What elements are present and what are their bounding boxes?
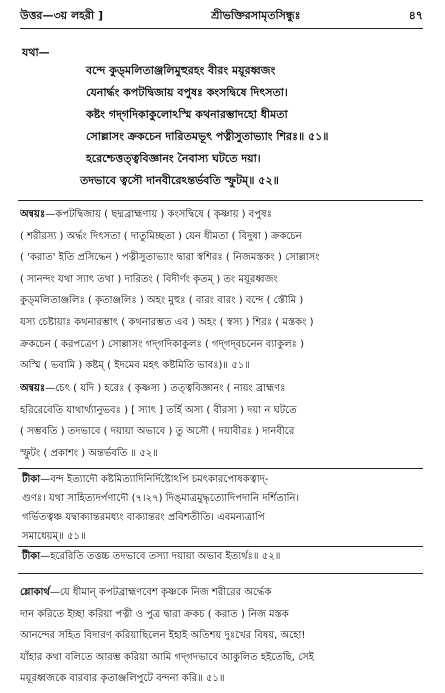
verse-line: বন্দে কুড্‌মলিতাঞ্জলিমুহুরহং বীরং ময়ূরধ্বজং [86,64,276,77]
verse-line: কষ্টং গদ্‌গদিকাকুলোঽস্মি কথনারম্ভাদহো ধীমতা [86,108,288,121]
anvaya-line: কুড্‌মলিতাঞ্জলিঃ ( কৃতাঞ্জলিঃ ) অহং মুহুঃ ( বারং বারং ) বন্দে ( স্তৌমি ) [20,295,304,307]
header-title: শ্রীভক্তিরসামৃতসিন্ধুঃ [211,8,301,22]
tika2-text: —হরেরিতি তত্তচ্চ তদভাবে তস্যা দয়ায়া অভাব ইত্যর্থঃ॥ ৫২॥ [40,551,281,562]
running-header [20,6,423,26]
shlokartha-line: দান করিতে ইচ্ছা করিয়া পত্নী ও পুত্র দ্বারা ক্রকচ ( করাত ) নিজ মস্তক [20,608,289,620]
anvaya-line: ( 'করাত' ইতি প্রসিদ্ধেন ) পত্নীসুতাভ্যাং দ্বারা স্বশিরঃ ( নিজমস্তকং ) সোল্লাসং [20,252,320,264]
shlokartha-line: ময়ূরধ্বজকে বারবার কৃতাঞ্জলিপুটে বন্দনা করি॥ ৫১॥ [20,673,225,685]
tika-box [18,468,423,574]
shlokartha-line: আনন্দের সহিত বিদারণ করিয়াছিলেন ইহাই অতিশয় দুঃখের বিষয়, অহো! [20,630,306,642]
verse-line: সোল্লাসং ক্রকচেন দারিতমভূৎ পত্নীসুতাভ্যাং শিরঃ॥ ৫১॥ [86,130,329,143]
shlokartha-51 [20,582,425,690]
header-rule [20,28,423,29]
page-number: ৪৭ [408,8,423,22]
anvaya-line: —কপটদ্বিজায় ( ছদ্মব্রাহ্মণায় ) কংসদ্বিষে ( কৃষ্ণায় ) বপুষঃ [45,209,272,220]
verse-line: হরেশ্চেত্তত্ত্ববিজ্ঞানং নৈবাস্য ঘটতে দয়া। [86,152,261,165]
anvaya-line: ( শরীরস্য ) অর্দ্ধং দিৎসতা ( দাতুমিচ্ছতা ) যেন ধীমতা ( বিদুষা ) ক্রকচেন [20,230,302,242]
anvaya-line: যস্য চেষ্টায়াঃ কথনারম্ভাৎ ( কথনারম্ভত এব ) অহং ( স্বস্য ) শিরঃ ( মস্তকং ) [20,316,314,328]
anvaya-line: অস্মি ( ভবামি ) কষ্টম্ ( ইদমেব মহৎ কষ্টমিতি ভাবঃ)॥ ৫১॥ [20,360,250,372]
shlokartha-label: শ্লোকার্থ [20,587,50,598]
anvaya-line: ( সম্ভবতি ) তদভাবে ( দয়ায়া অভাবে ) তু অসৌ ( দয়াবীরঃ ) দানবীরে [20,426,295,438]
anvaya-label: অন্বয়ঃ [20,209,46,220]
verse-line: তদভাবে ত্বসৌ দানবীরেঽন্তর্ভবতি স্ফুটম্॥ ৫২॥ [80,174,279,187]
header-chapter: উত্তর—৩য় লহরী ] [20,8,103,22]
anvaya-line: হরিরেবেতি যাথার্থ্যানুভবঃ ) [ স্যাৎ ] তর্হি অস্য ( বীরস্য ) দয়া ন ঘটতে [20,404,297,416]
anvaya-51 [20,204,425,377]
anvaya-line: স্ফুটং ( প্রকাশং ) অন্তর্ভবতি ॥ ৫২॥ [20,447,158,459]
verse-intro: যথা— [22,46,50,59]
tika-label: টীকা [22,474,41,485]
shlokartha-line: —যে ধীমান্‌ কপটব্রাহ্মণবেশ কৃষ্ণকে নিজ শরীরের অর্দ্ধেক [49,587,272,598]
anvaya-line: ক্রকচেন ( করপত্রেণ ) সোল্লাসং গদ্‌গদিকাকুলঃ ( গদ্‌গদ্‌বচনেন ব্যাকুলঃ ) [20,338,304,350]
tika-line: গর্ভিতত্বঞ্চ যদ্বাক্যান্তরমধ্যং বাক্যান্তরং প্রবিশতীতি। এবমন্যত্রাপি [22,512,265,523]
anvaya-line: ( সানন্দং যথা স্যাৎ তথা ) দারিতং ( বিদীর্ণং কৃতম্ ) তং ময়ূরধ্বজং [20,273,278,285]
section-divider [18,200,423,201]
tika-line: সমাধেয়ম্॥ ৫১॥ [22,531,86,542]
anvaya-52 [20,378,425,464]
anvaya-label: অন্বয়ঃ [20,383,46,394]
verse-line: যেনার্দ্ধং কপটদ্বিজায় বপুষঃ কংসদ্বিষে দিৎসতা। [86,86,288,99]
tika2-label: টীকা [22,551,41,562]
tika-line: —বন্দ ইত্যাদৌ কষ্টমিত্যাদিনির্দিষ্টোঽপি চমৎকারপোষকত্বাদ্‌- [40,474,269,485]
verse-block [20,60,435,192]
anvaya-line: —চেৎ ( যদি ) হরেঃ ( কৃষ্ণস্য ) তত্ত্ববিজ্ঞানং ( নায়ং ব্রাহ্মণঃ [45,383,286,394]
tika-line: গুণঃ। যথা সাহিত্যদর্পণাদৌ (৭।২৭) দিঙ্‌মাত্রমুদ্ধৃত্যোদিপদানি দর্শিতানি। [22,493,300,504]
shlokartha-line: যাঁহার কথা বলিতে আরম্ভ করিয়া আমি গদ্‌গদভাবে আকুলিত হইতেছি, সেই [20,651,314,663]
